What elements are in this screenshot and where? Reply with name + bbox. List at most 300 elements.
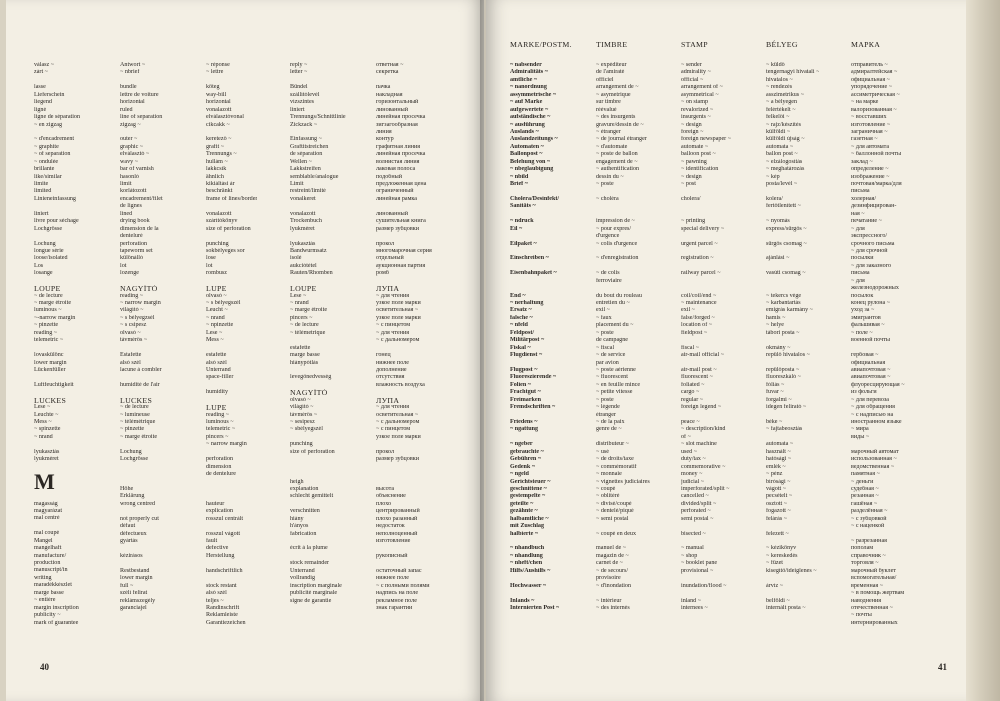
entry-line: Lakkstreifen <box>290 166 321 173</box>
entry-line: ~ poste de ballon <box>596 151 638 158</box>
entry-line: lose <box>206 255 216 262</box>
entry-line: asymmetrical ~ <box>681 91 719 98</box>
entry-line: Lückenfüller <box>34 366 66 373</box>
entry-line <box>206 449 257 456</box>
entry-line <box>206 397 257 404</box>
entry-line: Admiralitäts ~ <box>510 69 548 76</box>
entry-line <box>681 278 731 285</box>
entry-line: конец рулона ~ <box>851 300 891 306</box>
entry-line: печатание ~ <box>851 218 882 225</box>
entry-line: ~ description/kind <box>681 426 726 433</box>
entry-line: письма <box>851 270 870 277</box>
entry-line <box>766 337 819 344</box>
entry-line: ~ on stamp <box>681 99 708 106</box>
entry-line: liniert <box>290 106 305 113</box>
entry-line: резанная ~ <box>851 493 879 500</box>
entry-line: марочный автомат <box>851 448 899 455</box>
entry-line: reading ~ <box>206 411 230 418</box>
entry-line: publicité marginale <box>290 590 338 597</box>
entry-line <box>376 345 432 352</box>
entry-line: frame of lines/border <box>206 195 258 202</box>
entry-line: geteilte ~ <box>510 500 534 507</box>
entry-line <box>376 441 432 448</box>
entry-line: ~ choléra <box>596 195 619 202</box>
entry-line: ~ pawning <box>681 158 707 165</box>
entry-line: временная ~ <box>851 582 884 589</box>
entry-line: контур <box>376 136 394 143</box>
entry-line: ~ post <box>681 181 696 187</box>
entry-line: ~ npinzette <box>206 322 234 329</box>
entry-line: высота <box>376 485 395 492</box>
entry-line: письма <box>851 188 870 195</box>
header-timbre: TIMBRE <box>596 40 628 49</box>
entry-line: felezett ~ <box>766 530 789 537</box>
entry-line: ~ pour expres/ <box>596 225 632 232</box>
entry-line <box>376 464 432 471</box>
entry-line: Mangel <box>34 537 53 544</box>
entry-line: écrit à la plume <box>290 545 328 552</box>
entry-line: sur timbre <box>596 99 621 106</box>
entry-line: du bout du rouleau <box>596 292 642 299</box>
entry-line: encadrement/filet <box>120 195 163 202</box>
entry-line: asszimetrikus ~ <box>766 91 804 98</box>
entry-line: fluorescent ~ <box>681 374 713 381</box>
page-edges <box>966 0 1000 701</box>
entry-line: ~ с полными полями <box>376 582 430 589</box>
entry-line: exil ~ <box>681 307 695 314</box>
entry-line: официальная ~ <box>851 76 890 83</box>
entry-line: линия <box>376 128 392 135</box>
entry-line: commemorative ~ <box>681 463 726 470</box>
entry-line <box>290 464 346 471</box>
entry-line: заклад ~ <box>851 158 873 165</box>
entry-line <box>510 263 559 270</box>
entry-line: LUCKES <box>34 396 67 405</box>
entry-line: osztott ~ <box>766 500 788 507</box>
entry-line: repülő hivatalos ~ <box>766 352 810 359</box>
entry-line <box>510 538 559 545</box>
entry-line <box>120 345 163 352</box>
entry-line <box>290 129 346 136</box>
entry-line: иностранном языке <box>851 419 902 425</box>
entry-line: coil/coil/end ~ <box>681 292 717 299</box>
entry-line: lozenge <box>120 270 139 277</box>
entry-line: узкое поле марки <box>376 433 421 440</box>
entry-line: aufgewertete ~ <box>510 106 549 113</box>
entry-line: ~ étranger <box>596 128 621 135</box>
entry-line: ромб <box>376 270 389 277</box>
entry-line: ~ marge étroite <box>120 433 158 440</box>
entry-line: judicial ~ <box>681 478 705 485</box>
entry-line: limite <box>34 181 49 187</box>
entry-line <box>120 374 163 381</box>
entry-line: ~ télémetrique <box>290 329 326 336</box>
entry-line <box>510 575 559 582</box>
entry-line: линейная просечка <box>376 114 426 121</box>
entry-line: Gedenk ~ <box>510 463 536 470</box>
entry-line: admirality ~ <box>681 69 711 76</box>
entry-line: Luftfeuchtigkeit <box>34 381 74 388</box>
entry-line: távmérős ~ <box>120 337 148 344</box>
entry-line: árvíz ~ <box>766 582 783 589</box>
entry-line: special delivery ~ <box>681 225 725 232</box>
entry-line: internees ~ <box>681 604 708 611</box>
entry-line: okmány ~ <box>766 344 791 351</box>
entry-line: Lochung <box>120 448 142 455</box>
entry-line: szállítólevél <box>290 91 320 98</box>
entry-line: alsó szél <box>206 359 227 366</box>
entry-line: ruled <box>120 106 133 113</box>
entry-line: külföldi ~ <box>766 128 791 135</box>
entry-line: ~ d'encadrement <box>34 136 75 143</box>
entry-line <box>376 471 432 478</box>
entry-line: ~ poste <box>596 329 614 336</box>
entry-line: emigrás karmány ~ <box>766 307 813 314</box>
entry-line: stock restant <box>206 582 237 589</box>
entry-line: Einfassung ~ <box>290 136 322 143</box>
entry-line: ~ faux <box>596 314 612 321</box>
entry-line: ~ nerhaltung <box>510 300 544 306</box>
entry-line: Los <box>34 262 44 269</box>
entry-line: vágott ~ <box>766 485 787 492</box>
entry-line: money ~ <box>681 471 703 478</box>
entry-line <box>206 203 257 210</box>
entry-line: Garantiezeichen <box>206 619 246 626</box>
entry-line: ~ narrow margin <box>120 300 161 306</box>
entry-line: Lese ~ <box>206 329 223 336</box>
entry-line: szárítókönyv <box>206 218 238 225</box>
entry-line: vonalazott <box>290 210 316 217</box>
entry-line: vonalazott <box>206 210 232 217</box>
entry-line: luminous ~ <box>34 307 62 314</box>
entry-line: надпись на поле <box>376 590 419 597</box>
entry-line: ~ commémoratif <box>596 463 637 470</box>
entry-line: Flugdienst ~ <box>510 352 543 359</box>
entry-line: ~ nabsender <box>510 62 542 68</box>
entry-line: mal coupé <box>34 530 60 537</box>
left-column-5 <box>376 62 432 612</box>
entry-line: bundle <box>120 84 137 91</box>
entry-line: рукописный <box>376 552 408 559</box>
entry-line: Gebühren ~ <box>510 456 541 463</box>
entry-line: Mess ~ <box>206 337 224 344</box>
entry-line: vonalkeret <box>290 195 316 202</box>
entry-line: bar of varnish <box>120 166 154 173</box>
entry-line <box>510 590 559 597</box>
entry-line: Höhe <box>120 485 134 492</box>
entry-line: mangelhaft <box>34 545 62 552</box>
entry-line: ~ nrand <box>34 433 53 440</box>
entry-line: гонец <box>376 352 391 359</box>
entry-line <box>290 367 346 374</box>
entry-line: lasse <box>34 84 46 91</box>
entry-line: линованный <box>376 210 408 217</box>
entry-line: ~ marge étroite <box>290 307 328 314</box>
entry-line: линейная просечка <box>376 151 426 158</box>
entry-line: Rauten/Rhomben <box>290 270 333 277</box>
entry-line: impression de ~ <box>596 218 635 225</box>
entry-line: ~ sesipesz <box>290 419 315 425</box>
entry-line: ~ s csipesz <box>120 322 147 329</box>
entry-line: прокол <box>376 448 395 455</box>
entry-line: ассиметрическая ~ <box>851 91 900 98</box>
entry-line: défectueux <box>120 530 147 537</box>
entry-line <box>290 471 346 478</box>
entry-line: памятная ~ <box>851 471 880 478</box>
entry-line: geschnittene ~ <box>510 485 547 492</box>
entry-line <box>290 553 346 560</box>
entry-line: handschriftlich <box>206 567 243 574</box>
entry-line: punching <box>206 240 229 247</box>
entry-line: hiánypótlás <box>290 359 319 366</box>
entry-line: ~ с пинцетом <box>376 322 411 329</box>
entry-line: ~ dentelé/piqué <box>596 508 634 515</box>
entry-line: wrong centred <box>120 500 156 507</box>
entry-line: секретка <box>376 69 399 76</box>
entry-line <box>34 374 80 381</box>
entry-line <box>510 248 559 255</box>
entry-line: keretező ~ <box>206 136 232 143</box>
entry-line: ~ narrow margin <box>206 441 247 448</box>
entry-line: de séparation <box>290 151 323 158</box>
entry-line: ~ баллонной почты <box>851 151 902 158</box>
entry-line <box>290 538 346 545</box>
entry-line: неполноценный <box>376 530 418 537</box>
entry-line: világító ~ <box>120 307 144 314</box>
entry-line: lined <box>120 210 133 217</box>
entry-line: ~ ndruck <box>510 218 534 225</box>
entry-line: limited <box>34 188 52 195</box>
entry-line <box>681 211 731 218</box>
entry-line <box>681 337 731 344</box>
entry-line: ~ maintenance <box>681 300 717 306</box>
entry-line <box>120 508 163 515</box>
entry-line: ~ kép <box>766 173 780 180</box>
entry-line <box>120 464 163 471</box>
entry-line: carnet de ~ <box>596 560 623 567</box>
entry-line: M <box>34 471 55 494</box>
entry-line: cikcakk ~ <box>206 121 230 128</box>
entry-line: ~ s bélyegzsél <box>120 314 155 321</box>
entry-line: denteluré <box>120 233 143 240</box>
entry-line: liniert <box>34 210 49 217</box>
entry-line <box>206 233 257 240</box>
entry-line: ~ ondulée <box>34 158 59 165</box>
entry-line: End ~ <box>510 292 526 299</box>
entry-line: ~ of separation <box>34 151 71 158</box>
entry-line: ~ для автомата <box>851 143 890 150</box>
entry-line: felárás ~ <box>766 515 788 522</box>
entry-line: ~ oblitéré <box>596 493 620 500</box>
entry-line <box>766 278 819 285</box>
entry-line: Fluoreszierende ~ <box>510 374 557 381</box>
entry-line: ведомственная ~ <box>851 463 895 470</box>
entry-line: publicity ~ <box>34 612 61 619</box>
entry-line: ~ pénz <box>766 471 783 478</box>
entry-line <box>120 479 163 486</box>
entry-line <box>766 434 819 441</box>
entry-line: dimension <box>206 463 232 470</box>
right-column-4 <box>766 62 819 612</box>
entry-line: ~ poste <box>596 181 614 187</box>
entry-line: pincers ~ <box>290 314 313 321</box>
entry-line: ~ des insurgents <box>596 114 636 121</box>
entry-line: lot <box>120 262 127 269</box>
entry-line: Internierten Post ~ <box>510 604 560 611</box>
entry-line: валоризованная ~ <box>851 106 897 113</box>
entry-line: ~ для <box>851 277 865 284</box>
entry-line: de lignes <box>120 203 142 210</box>
entry-line: ~ usé <box>596 448 609 455</box>
entry-line: упорядочение ~ <box>851 84 893 91</box>
entry-line: плохо <box>376 500 392 507</box>
entry-line: ~ shop <box>681 552 698 559</box>
entry-line <box>34 77 80 84</box>
entry-line: ~ lettre <box>206 69 224 76</box>
entry-line: ~ graphite <box>34 143 59 150</box>
entry-line: divided/split ~ <box>681 500 717 507</box>
entry-line <box>510 434 559 441</box>
page-number: 40 <box>40 662 49 672</box>
entry-line: Cholera/Desinfekt/ <box>510 195 560 202</box>
entry-line: изготовление ~ <box>851 121 891 128</box>
entry-line <box>290 233 346 240</box>
entry-line: foreign ~ <box>681 128 704 135</box>
entry-line: Lese ~ <box>290 292 307 299</box>
entry-line: заграничная ~ <box>851 128 888 135</box>
entry-line: Auslandzeitungs ~ <box>510 136 558 143</box>
entry-line: defective <box>206 545 229 552</box>
right-column-3 <box>681 62 731 612</box>
entry-line: ~ для перевоза <box>851 396 889 403</box>
entry-line: знак гарантии <box>376 604 413 611</box>
entry-line: ~ nfeld <box>510 322 528 329</box>
entry-line: olvasó ~ <box>120 329 141 336</box>
entry-line: интернированных <box>851 619 898 626</box>
entry-line: lower margin <box>34 359 67 366</box>
entry-line: узкое поле марки <box>376 314 421 321</box>
entry-line: air-mail official ~ <box>681 352 724 359</box>
entry-line: ~ для заказного <box>851 262 892 269</box>
entry-line: ~ для чтения <box>376 292 410 299</box>
entry-line: почтовая/марка/для <box>851 181 902 187</box>
entry-line <box>510 188 559 195</box>
entry-line: sürgős csomag ~ <box>766 240 807 247</box>
entry-line <box>290 278 346 285</box>
entry-line: insurgents ~ <box>681 114 711 121</box>
entry-line: inundation/flood ~ <box>681 582 727 589</box>
entry-line: officiel <box>596 76 614 83</box>
entry-line <box>596 523 650 530</box>
entry-line: Gerichtsteuer ~ <box>510 478 551 485</box>
entry-line: ajánlási ~ <box>766 255 790 262</box>
entry-line: NAGYÍTÓ <box>290 389 328 397</box>
entry-line: outer ~ <box>120 136 138 143</box>
entry-line: dimension de la <box>120 225 159 232</box>
entry-line <box>510 360 559 367</box>
entry-line <box>766 285 819 292</box>
entry-line: brillante <box>34 166 55 173</box>
entry-line: фальшивая ~ <box>851 322 885 329</box>
entry-line: ~ lumineuse <box>120 411 150 418</box>
entry-line <box>766 412 819 419</box>
entry-line: прокол <box>376 240 395 247</box>
entry-line <box>851 441 905 448</box>
entry-line: плохо разанный <box>376 515 418 522</box>
entry-line: ~ helye <box>766 322 785 329</box>
entry-line: ~ monnaie <box>596 471 622 478</box>
entry-line: ~ с зубцовкой <box>851 515 887 522</box>
entry-line: Wellen ~ <box>290 158 312 165</box>
entry-line: line of separation <box>120 114 163 121</box>
entry-line: справочник ~ <box>851 552 886 559</box>
entry-line: Feldpost/ <box>510 329 535 336</box>
entry-line <box>120 441 163 448</box>
entry-line: ~ nanordnung <box>510 84 547 91</box>
entry-line: reply ~ <box>290 62 308 68</box>
entry-line: reading ~ <box>120 292 144 299</box>
entry-line: ~ printing <box>681 218 706 225</box>
entry-line: ~ поле ~ <box>851 329 873 336</box>
entry-line: размер зубцовки <box>376 225 419 232</box>
entry-line: loose/isolated <box>34 255 68 262</box>
entry-line: amtliche ~ <box>510 76 538 83</box>
entry-line: виды ~ <box>851 433 870 440</box>
entry-line: fertőtlenített ~ <box>766 203 801 210</box>
entry-line <box>681 360 731 367</box>
entry-line: production <box>34 560 61 566</box>
entry-line <box>206 575 257 582</box>
entry-line: изготовление <box>376 538 411 544</box>
entry-line: ~ poste <box>596 396 614 403</box>
entry-line <box>766 523 819 530</box>
entry-line: ~ design <box>681 121 702 128</box>
entry-line: Bandwurmsatz <box>290 247 327 254</box>
entry-line <box>681 412 731 419</box>
left-column-4 <box>290 62 346 605</box>
entry-line: alsó szél <box>120 359 141 366</box>
entry-line: ~ slot machine <box>681 441 717 448</box>
entry-line: ~ на марке <box>851 99 879 106</box>
entry-line: ~ sender <box>681 62 702 68</box>
entry-line: ~ разрезанная <box>851 538 887 544</box>
entry-line <box>376 389 432 396</box>
entry-line: foreign newspaper ~ <box>681 136 731 143</box>
entry-line: Flugpost ~ <box>510 366 538 373</box>
entry-line: лаковая полоса <box>376 166 416 173</box>
entry-line: ferroviaire <box>596 277 622 284</box>
entry-line: space-filler <box>206 374 234 381</box>
entry-line: lakkcsík <box>206 166 227 173</box>
entry-line: Sanitäts ~ <box>510 203 536 210</box>
entry-line: imperforated/split ~ <box>681 485 730 492</box>
entry-line: ~ с надписью на <box>851 411 894 418</box>
entry-line: posta/levél ~ <box>766 181 798 187</box>
entry-line: cancelled ~ <box>681 493 709 500</box>
entry-line: Lochgrösse <box>120 456 149 463</box>
entry-line: forgalmi ~ <box>766 396 792 403</box>
entry-line: dessin du ~ <box>596 173 624 180</box>
entry-line: ~ a bélyegen <box>766 99 798 106</box>
entry-line: Frachtgut ~ <box>510 389 541 396</box>
entry-line: de dentelure <box>206 471 236 478</box>
entry-line: флуоресцирующая ~ <box>851 381 905 388</box>
entry-line: writing <box>34 574 52 581</box>
entry-line: Trennungs ~ <box>206 151 237 158</box>
entry-line: elválasztó ~ <box>120 151 150 158</box>
entry-line: défaut <box>120 523 136 530</box>
entry-line: olvasó ~ <box>206 292 227 299</box>
